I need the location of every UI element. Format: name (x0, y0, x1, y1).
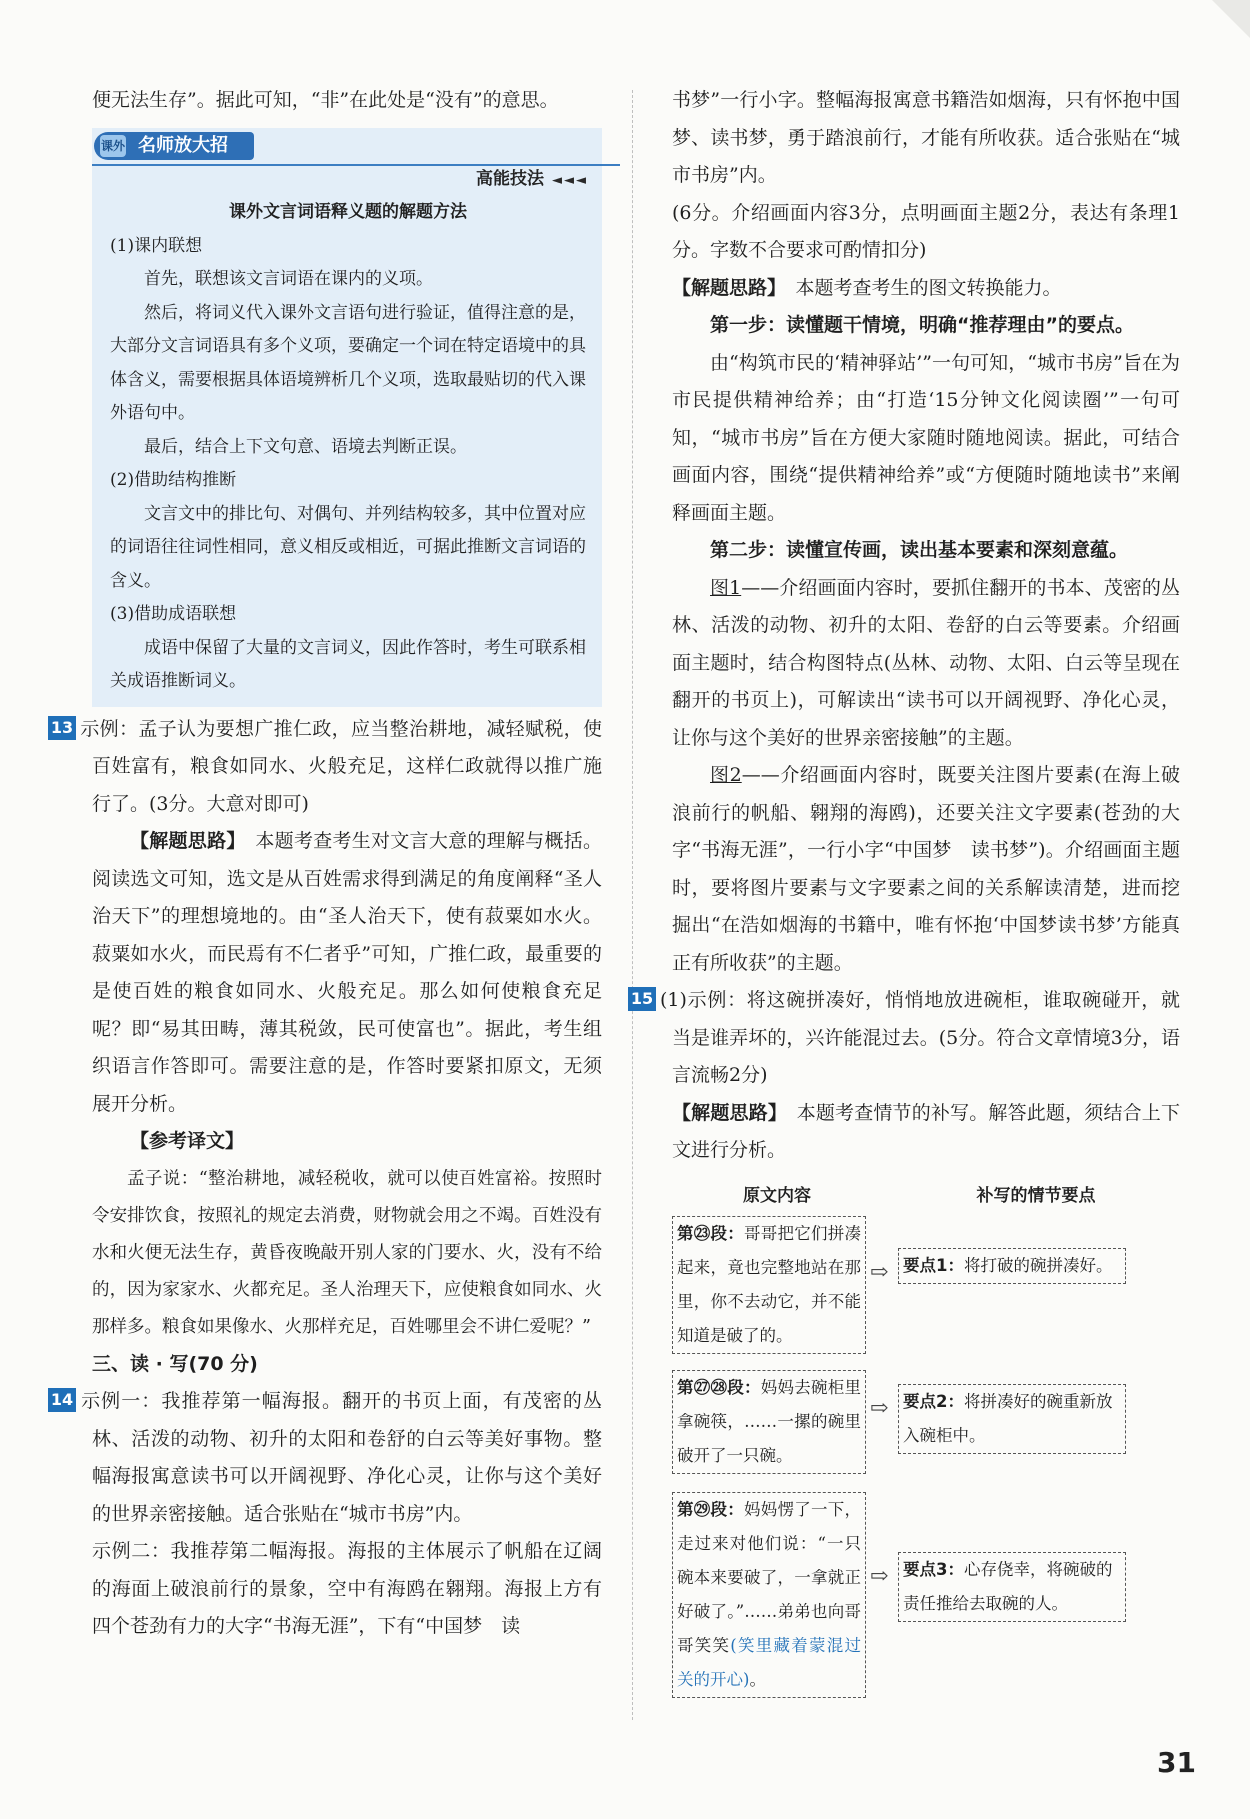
tip-box (92, 128, 602, 707)
q13-text: 示例：孟子认为要想广推仁政，应当整治耕地，减轻赋税，使百姓富有，粮食如同水、火般充足，这样仁政就得以推广施行了。(3分。大意对即可) (80, 717, 602, 815)
left-column (50, 82, 602, 1646)
q13-analysis (92, 823, 602, 1123)
tip-badge (94, 132, 254, 160)
right-column (630, 82, 1180, 1702)
q15-analysis-label: 【解题思路】 (672, 1101, 778, 1124)
flow-seg-2: 第㉗㉘段： (677, 1377, 761, 1397)
right-c1: 书梦”一行小字。整幅海报寓意书籍浩如烟海，只有怀抱中国梦、读书梦，勇于踏浪前行，才能有所收获。适合张贴在“城市书房”内。 (672, 89, 1180, 186)
column-divider (632, 90, 633, 1720)
page-corner (1212, 0, 1250, 38)
flow-point-label-2: 要点2： (903, 1391, 964, 1411)
left-opening-line: 便无法生存”。据此可知，“非”在此处是“没有”的意思。 (92, 89, 559, 111)
q14-example-1 (50, 1383, 602, 1533)
tip-header (92, 128, 602, 189)
right-analysis-text: 本题考查考生的图文转换能力。 (795, 276, 1062, 299)
figure-1-label: 图1 (710, 576, 742, 599)
flow-source-1 (672, 1216, 866, 1354)
tip-tag (476, 164, 588, 189)
q13-reference-translation: 孟子说：“整治耕地，减轻税收，就可以使百姓富裕。按照时令安排饮食，按照礼的规定去消费，财物就会用之不竭。百姓没有水和火便无法生存，黄昏夜晚敲开别人家的门要水、火，没有不给的，因为家家水、火都充足。圣人治理天下，应使粮食如同水、火那样多。粮食如果像水、火那样充足，百姓哪里会不讲仁爱呢？” (92, 1168, 602, 1337)
tip-title: 课外文言词语释义题的解题方法 (229, 201, 467, 222)
right-score-note: (6分。介绍画面内容3分，点明画面主题2分，表达有条理1分。字数不合要求可酌情扣分) (672, 201, 1180, 261)
right-analysis (672, 270, 1180, 308)
flow-point-3 (898, 1552, 1126, 1622)
flow-src-1: 哥哥把它们拼凑起来，竟也完整地站在那里，你不去动它，并不能知道是破了的。 (677, 1223, 861, 1345)
right-analysis-label: 【解题思路】 (672, 276, 777, 299)
flow-src-3: 妈妈愣了一下，走过来对他们说：“一只碗本来要破了，一拿就正好破了。”……弟弟也向哥哥笑笑 (677, 1499, 861, 1655)
tip-tag-label: 高能技法 (476, 168, 544, 189)
tip-p2: 首先，联想该文言词语在课内的义项。 (144, 269, 433, 289)
q15-analysis-text: 本题考查情节的补写。解答此题，须结合上下文进行分析。 (672, 1101, 1180, 1161)
flow-seg-1: 第㉓段： (677, 1223, 744, 1243)
q14-ex1-text: 示例一：我推荐第一幅海报。翻开的书页上面，有茂密的丛林、活泼的动物、初升的太阳和卷舒的白云等美好事物。整幅海报寓意读书可以开阔视野、净化心灵，让你与这个美好的世界亲密接触。适合张贴在“城市书房”内。 (80, 1390, 602, 1525)
q15-analysis (672, 1095, 1180, 1170)
right-arrow-icon: ⇨ (870, 1259, 889, 1285)
tip-p6: 文言文中的排比句、对偶句、并列结构较多，其中位置对应的词语往往词性相同，意义相反或相近，可据此推断文言词语的含义。 (110, 503, 586, 591)
flow-row-3 (672, 1492, 1180, 1702)
q13-ref-label: 【参考译文】 (130, 1130, 245, 1152)
q15-text: (1)示例：将这碗拼凑好，悄悄地放进碗柜，谁取碗碰开，就当是谁弄坏的，兴许能混过去。(5分。符合文章情境3分，语言流畅2分) (660, 989, 1180, 1086)
triple-arrow-icon: ◄◄◄ (552, 172, 588, 188)
q13-ref-label-line (92, 1123, 602, 1161)
tip-p3: 然后，将词义代入课外文言语句进行验证，值得注意的是，大部分文言词语具有多个义项，要确定一个词在特定语境中的具体含义，需要根据具体语境辨析几个义项，选取最贴切的代入课外语句中。 (110, 302, 586, 423)
q13-analysis-label: 【解题思路】 (130, 830, 237, 852)
flow-source-2 (672, 1370, 866, 1474)
flow-point-label-1: 要点1： (903, 1255, 964, 1275)
flow-point-text-3: 心存侥幸，将碗破的责任推给去取碗的人。 (903, 1559, 1113, 1613)
tip-p4: 最后，结合上下文句意、语境去判断正误。 (144, 436, 467, 457)
flow-note-3: (笑里藏着蒙混过关的开心) (677, 1635, 862, 1689)
tip-p1: (1)课内联想 (110, 235, 203, 256)
tip-badge-label: 名师放大招 (138, 134, 228, 156)
flow-header-points: 补写的情节要点 (976, 1185, 1096, 1206)
q14-example-2: 示例二：我推荐第二幅海报。海报的主体展示了帆船在辽阔的海面上破浪前行的景象，空中有海鸥在翱翔。海报上方有四个苍劲有力的大字“书海无涯”，下有“中国梦 读 (92, 1540, 602, 1637)
right-arrow-icon: ⇨ (870, 1395, 889, 1421)
flow-point-label-3: 要点3： (903, 1559, 964, 1579)
figure-1-text (672, 570, 1180, 758)
flow-point-text-1: 将打破的碗拼凑好。 (963, 1255, 1113, 1275)
question-number-15: 15 (628, 987, 656, 1011)
figure-1-desc: ——介绍画面内容时，要抓住翻开的书本、茂密的丛林、活泼的动物、初升的太阳、卷舒的白云等要素。介绍画面主题时，结合构图特点(丛林、动物、太阳、白云等呈现在翻开的书页上)，可解读出“读书可以开阔视野、净化心灵，让你与这个美好的世界亲密接触”的主题。 (672, 576, 1180, 749)
tip-p8: 成语中保留了大量的文言词义，因此作答时，考生可联系相关成语推断词义。 (110, 637, 586, 691)
question-number-14: 14 (48, 1388, 76, 1412)
right-arrow-icon: ⇨ (870, 1563, 889, 1589)
flow-header-source: 原文内容 (743, 1185, 811, 1206)
flow-row-1 (672, 1216, 1180, 1354)
teacher-icon: 课外 (100, 135, 126, 157)
flow-point-text-2: 将拼凑好的碗重新放入碗柜中。 (903, 1391, 1113, 1445)
figure-2-desc: ——介绍画面内容时，既要关注图片要素(在海上破浪前行的帆船、翱翔的海鸥)，还要关注文字要素(苍劲的大字“书海无涯”，一行小字“中国梦 读书梦”)。介绍画面主题时，要将图片要素与文字要素之间的关系解读清楚，进而挖掘出“在浩如烟海的书籍中，唯有怀抱‘中国梦读书梦’方能真正有所收获”的主题。 (672, 764, 1180, 974)
section-heading: 三、读 · 写(70 分) (92, 1352, 258, 1375)
step-1-text: 由“构筑市民的‘精神驿站’”一句可知，“城市书房”旨在为市民提供精神给养；由“打造‘15分钟文化阅读圈’”一句可知，“城市书房”旨在方便大家随时随地阅读。据此，可结合画面内容，围绕“提供精神给养”或“方便随时随地读书”来阐释画面主题。 (672, 351, 1180, 524)
q15-answer (630, 982, 1180, 1095)
flow-end-3: 。 (749, 1669, 766, 1689)
flow-point-1 (898, 1248, 1126, 1284)
q13-analysis-text: 本题考查考生对文言大意的理解与概括。阅读选文可知，选文是从百姓需求得到满足的角度阐释“圣人治天下”的理想境地的。由“圣人治天下，使有菽粟如水火。菽粟如水火，而民焉有不仁者乎”可知，广推仁政，最重要的是使百姓的粮食如同水、火般充足。那么如何使粮食充足呢？即“易其田畴，薄其税敛，民可使富也”。据此，考生组织语言作答即可。需要注意的是，作答时要紧扣原文，无须展开分析。 (92, 830, 602, 1115)
flow-seg-3: 第㉙段： (677, 1499, 744, 1519)
step-2-heading: 第二步：读懂宣传画，读出基本要素和深刻意蕴。 (710, 539, 1129, 561)
figure-2-text (672, 757, 1180, 982)
question-number-13: 13 (48, 716, 76, 740)
tip-p7: (3)借助成语联想 (110, 604, 237, 624)
flow-source-3 (672, 1492, 866, 1698)
flow-row-2 (672, 1370, 1180, 1478)
step-1-heading: 第一步：读懂题干情境，明确“推荐理由”的要点。 (710, 314, 1134, 336)
q13-answer (50, 711, 602, 824)
flow-header (672, 1176, 1180, 1216)
flow-src-2: 妈妈去碗柜里拿碗筷，……一摞的碗里破开了一只碗。 (677, 1377, 861, 1465)
flow-point-2 (898, 1384, 1126, 1454)
figure-2-label: 图2 (710, 764, 742, 786)
tip-p5: (2)借助结构推断 (110, 470, 237, 490)
page-number: 31 (1157, 1746, 1196, 1779)
